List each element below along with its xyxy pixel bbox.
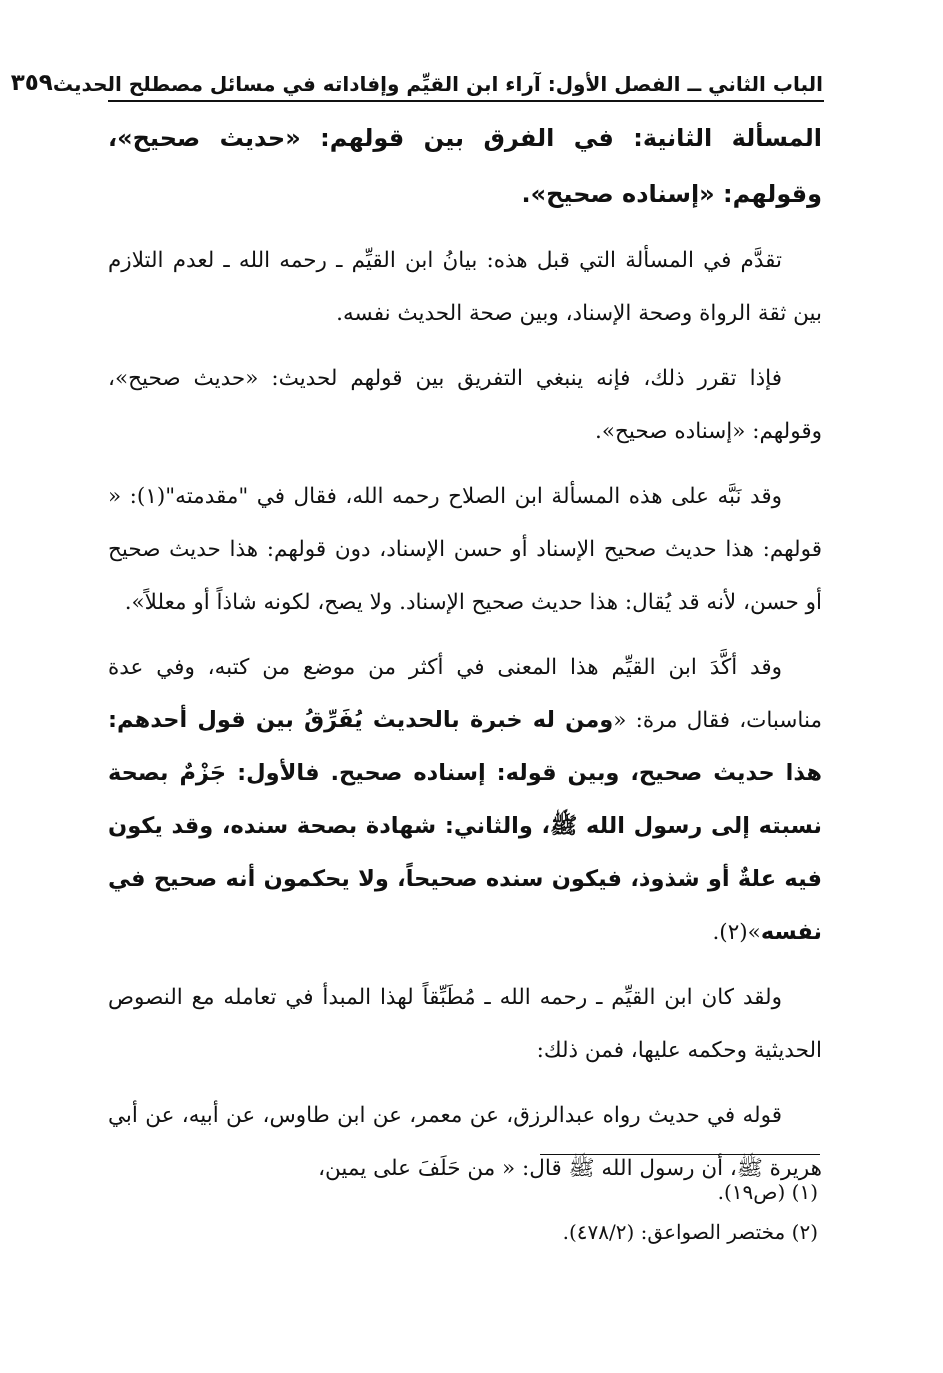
section-heading: المسألة الثانية: في الفرق بين قولهم: «حديث صحيح»، وقولهم: «إسناده صحيح». — [108, 124, 822, 208]
paragraph-5: ولقد كان ابن القيِّم ـ رحمه الله ـ مُطَبِّقاً لهذا المبدأ في تعامله مع النصوص الحديثية وحكمه عليها، فمن ذلك: — [108, 985, 822, 1063]
paragraph-4-intro: وقد أكَّدَ ابن القيِّم هذا المعنى في أكثر من موضع من كتبه، وفي عدة مناسبات، فقال مرة: « — [108, 655, 822, 733]
paragraph-1: تقدَّم في المسألة التي قبل هذه: بيانُ ابن القيِّم ـ رحمه الله ـ لعدم التلازم بين ثقة الرواة وصحة الإسناد، وبين صحة الحديث نفسه. — [108, 248, 822, 326]
paragraph-4 — [108, 641, 822, 959]
footnotes — [360, 1172, 818, 1252]
paragraph-6: قوله في حديث رواه عبدالرزق، عن معمر، عن ابن طاوس، عن أبيه، عن أبي هريرة ﷺ، أن رسول الله ﷺ قال: « من حَلَفَ على يمين، — [108, 1103, 822, 1181]
main-text — [108, 110, 822, 1207]
footnote-separator — [540, 1154, 820, 1155]
header-rule — [108, 100, 824, 102]
running-header — [10, 56, 823, 96]
paragraph-4-outro: »(٢). — [712, 920, 761, 945]
ibn-qayyim-quote: ومن له خبرة بالحديث يُفَرِّقُ بين قول أحدهم: هذا حديث صحيح، وبين قوله: إسناده صحيح. فالأول: جَزْمٌ بصحة نسبته إلى رسول الله ﷺ، والثاني: شهادة بصحة سنده، وقد يكون فيه علةٌ أو شذوذ، فيكون سنده صحيحاً، ولا يحكمون أنه صحيح في نفسه — [108, 707, 822, 945]
paragraph-2: فإذا تقرر ذلك، فإنه ينبغي التفريق بين قولهم لحديث: «حديث صحيح»، وقولهم: «إسناده صحيح». — [108, 366, 822, 444]
footnote-2: (٢) مختصر الصواعق: (٤٧٨/٢). — [562, 1220, 818, 1244]
paragraph-3: وقد نَبَّه على هذه المسألة ابن الصلاح رحمه الله، فقال في "مقدمته"(١): « قولهم: هذا حديث صحيح الإسناد أو حسن الإسناد، دون قولهم: هذا حديث صحيح أو حسن، لأنه قد يُقال: هذا حديث صحيح الإسناد. ولا يصح، لكونه شاذاً أو معللاً». — [108, 484, 822, 615]
running-title: الباب الثاني ــ الفصل الأول: آراء ابن القيِّم وإفاداته في مسائل مصطلح الحديث — [52, 72, 823, 96]
page-number: ٣٥٩ — [10, 70, 53, 96]
footnote-1: (١) (ص١٩). — [717, 1180, 818, 1204]
